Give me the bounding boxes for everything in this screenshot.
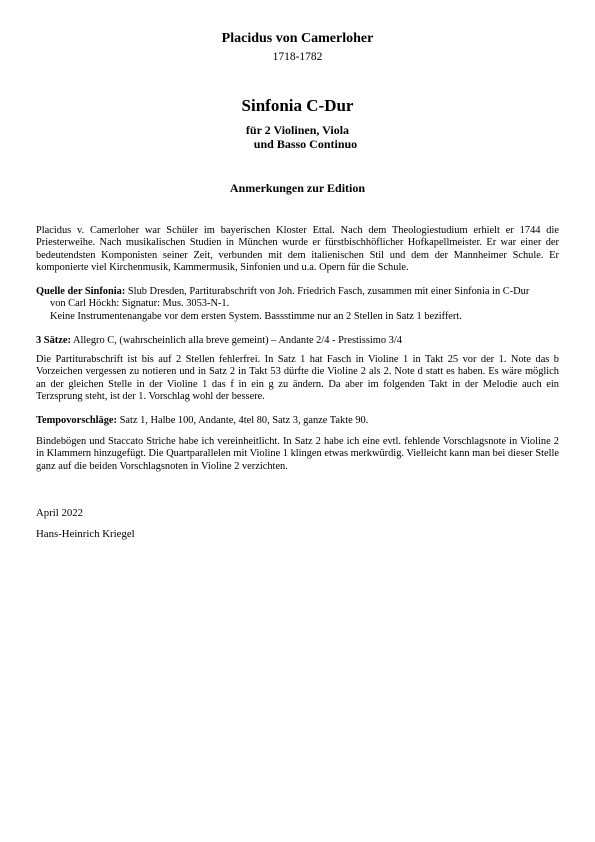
source-line-3: Keine Instrumentenangabe vor dem ersten System. Bassstimme nur an 2 Stellen in Satz 1 beziffert. <box>50 310 462 322</box>
tempo-paragraph <box>36 415 559 427</box>
slurs-paragraph: Bindebögen und Staccato Striche habe ich vereinheitlicht. In Satz 2 habe ich eine evtl. fehlende Vorschlagsnote in Violine 2 in Klammern hinzugefügt. Die Quartparallelen mit Violine 1 klingen etwas merkwürdig. Vielleicht kann man bei dieser Stelle ganz auf die beiden Vorschlagsnoten in Violine 2 verzichten. <box>36 436 559 472</box>
instrumentation-line-1: für 2 Violinen, Viola <box>245 123 350 137</box>
composer-dates: 1718-1782 <box>272 51 323 63</box>
source-line-2: von Carl Höckh: Signatur: Mus. 3053-N-1. <box>50 298 230 310</box>
movements-paragraph <box>36 335 559 347</box>
score-notes-paragraph: Die Partiturabschrift ist bis auf 2 Stellen fehlerfrei. In Satz 1 hat Fasch in Violine 1 in Takt 25 vor der 1. Note das b Vorzeichen vergessen zu notieren und in Satz 2 in Takt 53 dürfte die Violine 2 als 2. Note d statt es haben. Es wäre möglich an der gleichen Stelle in der Violine 1 das f in ein g zu ändern. Da aber im folgenden Takt in der Melodie auch ein Terzsprung steht, ist der 1. Vorschlag wohl der bessere. <box>36 354 559 403</box>
work-title: Sinfonia C-Dur <box>241 96 354 115</box>
instrumentation-line-2: und Basso Continuo <box>253 137 358 151</box>
source-label: Quelle der Sinfonia: <box>36 286 126 297</box>
footer-author: Hans-Heinrich Kriegel <box>36 528 135 540</box>
tempo-text: Satz 1, Halbe 100, Andante, 4tel 80, Satz 3, ganze Takte 90. <box>119 415 369 426</box>
tempo-label: Tempovorschläge: <box>36 415 118 426</box>
movements-label: 3 Sätze: <box>36 335 71 346</box>
footer-date: April 2022 <box>36 507 84 519</box>
source-text: Slub Dresden, Partiturabschrift von Joh. Friedrich Fasch, zusammen mit einer Sinfonia in C-Dur <box>127 286 530 297</box>
section-heading: Anmerkungen zur Edition <box>229 181 366 195</box>
source-paragraph <box>36 286 559 323</box>
movements-text: Allegro C, (wahrscheinlich alla breve gemeint) – Andante 2/4 - Prestissimo 3/4 <box>72 335 402 346</box>
intro-paragraph: Placidus v. Camerloher war Schüler im bayerischen Kloster Ettal. Nach dem Theologiestudium erhielt er 1744 die Priesterweihe. Nach musikalischen Studien in München wurde er fürstbischhöflicher Hofkapellmeister. Er war einer der bedeutendsten Komponisten seiner Zeit, verbunden mit dem italienischen Stil und dem der Mannheimer Schule. Er komponierte viel Kirchenmusik, Kammermusik, Sinfonien und u.a. Opern für die Schule. <box>36 225 559 274</box>
composer-name: Placidus von Camerloher <box>221 31 374 46</box>
